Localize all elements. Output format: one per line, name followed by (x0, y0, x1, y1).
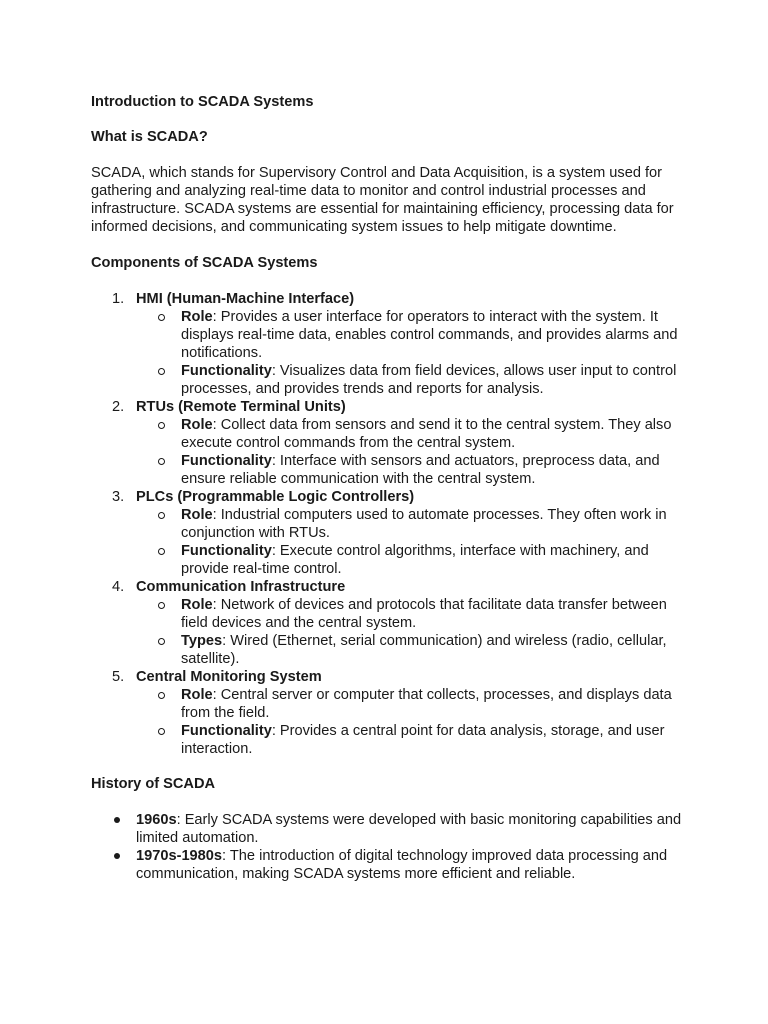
detail-item (136, 722, 691, 758)
circle-bullet-icon (158, 548, 165, 555)
circle-bullet-icon (158, 458, 165, 465)
detail-text: : Industrial computers used to automate processes. They often work in conjunction with RTUs. (181, 507, 667, 541)
list-number: 5. (112, 669, 125, 685)
history-label: 1960s (136, 812, 177, 828)
detail-label: Role (181, 309, 213, 325)
component-item (91, 578, 691, 668)
detail-item (136, 416, 691, 452)
detail-item (136, 632, 691, 668)
detail-item (136, 452, 691, 488)
detail-label: Role (181, 687, 213, 703)
history-text: : Early SCADA systems were developed with basic monitoring capabilities and limited automation. (136, 812, 682, 846)
detail-text: : Collect data from sensors and send it to the central system. They also execute control commands from the central system. (181, 417, 672, 451)
detail-text: : Wired (Ethernet, serial communication) and wireless (radio, cellular, satellite). (181, 633, 667, 667)
circle-bullet-icon (158, 692, 165, 699)
list-number: 3. (112, 489, 125, 505)
history-heading: History of SCADA (91, 776, 216, 792)
detail-text: : Execute control algorithms, interface with machinery, and provide real-time control. (181, 543, 649, 577)
detail-item (136, 596, 691, 632)
detail-text: : Provides a central point for data analysis, storage, and user interaction. (181, 723, 665, 757)
detail-label: Role (181, 597, 213, 613)
history-text: : The introduction of digital technology improved data processing and communication, making SCADA systems more efficient and reliable. (136, 848, 668, 882)
bullet-dot-icon (114, 817, 120, 823)
component-item (91, 488, 691, 578)
document-page (91, 93, 691, 883)
list-number: 4. (112, 579, 125, 595)
component-details (136, 596, 691, 668)
component-item (91, 668, 691, 758)
components-list (91, 290, 691, 758)
detail-label: Role (181, 507, 213, 523)
component-title: Central Monitoring System (136, 669, 322, 685)
history-item (91, 847, 691, 883)
component-item (91, 290, 691, 398)
what-is-heading: What is SCADA? (91, 129, 208, 145)
detail-item (136, 308, 691, 362)
component-title: HMI (Human-Machine Interface) (136, 291, 355, 307)
components-heading: Components of SCADA Systems (91, 255, 318, 271)
detail-text: : Central server or computer that collects, processes, and displays data from the field. (181, 687, 672, 721)
detail-item (136, 362, 691, 398)
detail-text: : Network of devices and protocols that facilitate data transfer between field devices and the central system. (181, 597, 667, 631)
circle-bullet-icon (158, 512, 165, 519)
component-details (136, 416, 691, 488)
detail-label: Types (181, 633, 223, 649)
history-list (91, 811, 691, 883)
component-details (136, 686, 691, 758)
detail-label: Functionality (181, 453, 272, 469)
component-details (136, 308, 691, 398)
circle-bullet-icon (158, 368, 165, 375)
what-is-paragraph: SCADA, which stands for Supervisory Control and Data Acquisition, is a system used for gathering and analyzing real-time data to monitor and control industrial processes and infrastructure. SCADA systems are essential for maintaining efficiency, processing data for informed decisions, and communicating system issues to help mitigate downtime. (91, 165, 674, 235)
list-number: 2. (112, 399, 125, 415)
document-title: Introduction to SCADA Systems (91, 94, 314, 110)
detail-text: : Visualizes data from field devices, allows user input to control processes, and provides trends and reports for analysis. (181, 363, 677, 397)
detail-item (136, 506, 691, 542)
detail-label: Functionality (181, 363, 272, 379)
circle-bullet-icon (158, 638, 165, 645)
detail-item (136, 542, 691, 578)
list-number: 1. (112, 291, 125, 307)
component-item (91, 398, 691, 488)
component-title: Communication Infrastructure (136, 579, 346, 595)
component-title: RTUs (Remote Terminal Units) (136, 399, 346, 415)
history-label: 1970s-1980s (136, 848, 223, 864)
circle-bullet-icon (158, 422, 165, 429)
detail-text: : Interface with sensors and actuators, preprocess data, and ensure reliable communication with the central system. (181, 453, 660, 487)
detail-text: : Provides a user interface for operators to interact with the system. It displays real-time data, enables control commands, and provides alarms and notifications. (181, 309, 678, 361)
circle-bullet-icon (158, 728, 165, 735)
component-details (136, 506, 691, 578)
detail-label: Functionality (181, 543, 272, 559)
circle-bullet-icon (158, 314, 165, 321)
component-title: PLCs (Programmable Logic Controllers) (136, 489, 415, 505)
bullet-dot-icon (114, 853, 120, 859)
history-item (91, 811, 691, 847)
detail-label: Functionality (181, 723, 272, 739)
detail-label: Role (181, 417, 213, 433)
circle-bullet-icon (158, 602, 165, 609)
detail-item (136, 686, 691, 722)
